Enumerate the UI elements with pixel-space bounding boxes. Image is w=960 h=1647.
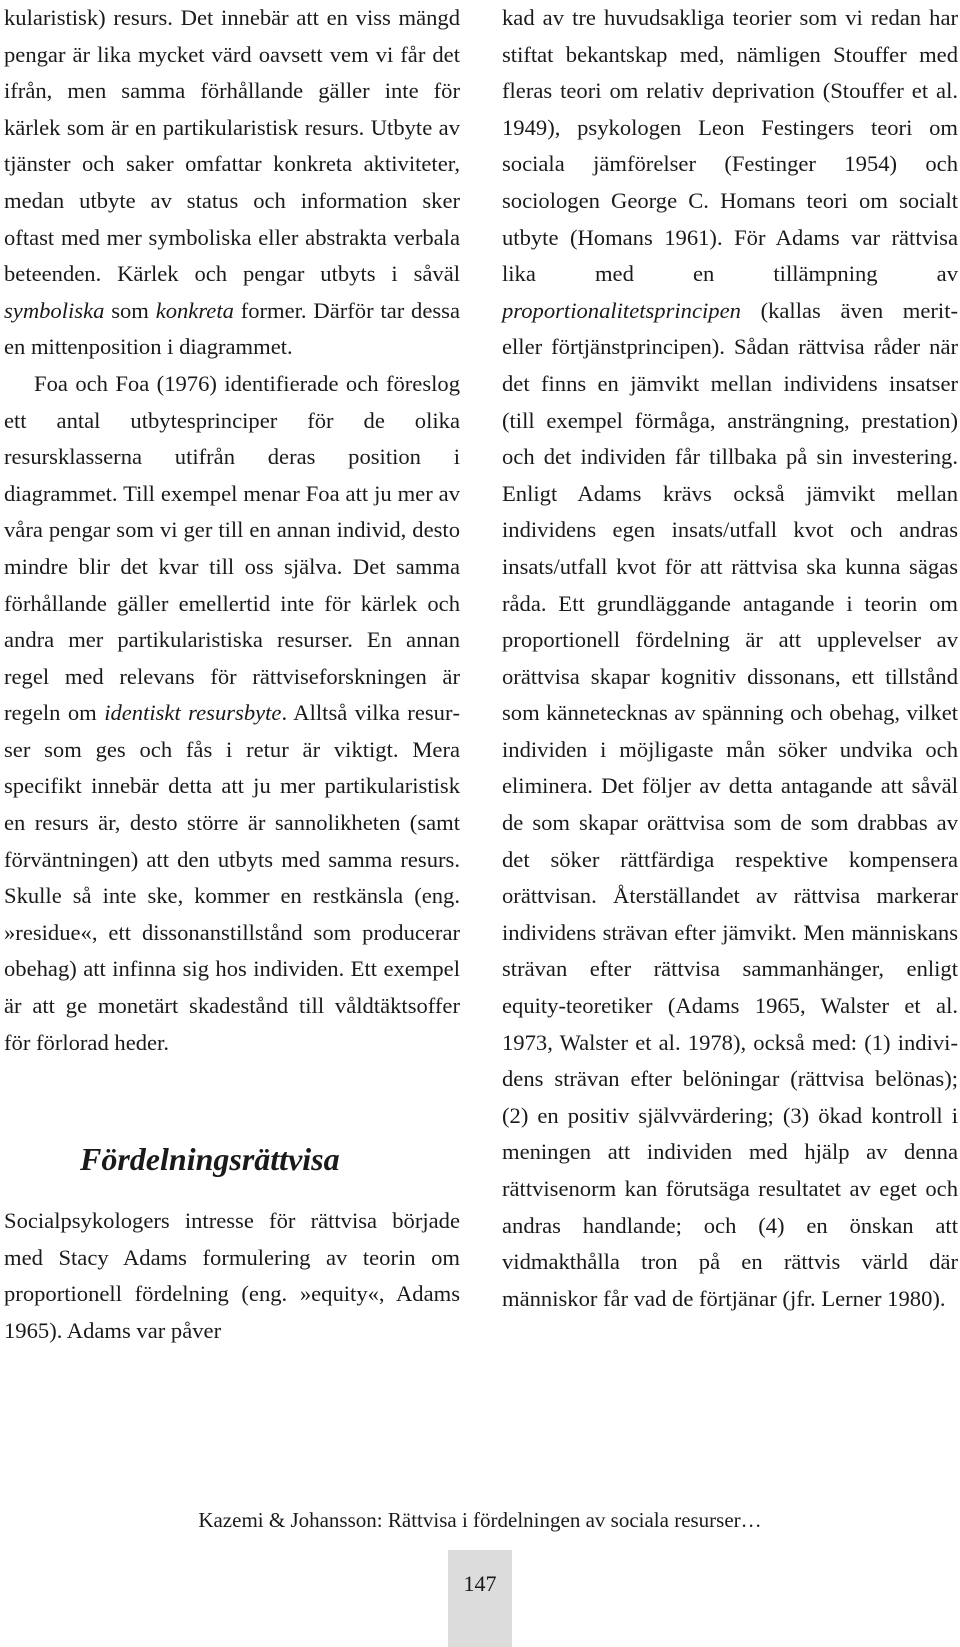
- body-paragraph: Socialpsykologers intresse för rättvisa började med Stacy Adams formulering av teorin om proportionell fördelning (eng. »equity«, Adams 1965). Adams var påver: [4, 1208, 460, 1343]
- emphasis-text: symboliska: [4, 297, 105, 323]
- left-column: [4, 0, 460, 1350]
- paragraph-text: Foa och Foa (1976) identifierade och föreslog ett antal utbytesprinciper för de olika resursklasserna utifrån deras position i diagrammet. Till exempel menar Foa att ju mer av våra pengar som vi ger till en annan individ, desto mindre blir det kvar till oss själva. Det samma förhållande gäller emellertid inte för kärlek och andra mer partikularistiska resurser. En annan regel med relevans för rättviseforskningen är regeln om: [4, 370, 460, 726]
- emphasis-text: konkreta: [155, 297, 234, 323]
- body-paragraph: [4, 0, 460, 366]
- emphasis-text: identiskt resursbyte: [104, 700, 282, 726]
- body-paragraph: [4, 366, 460, 1061]
- right-column: [502, 0, 958, 1317]
- page-number: [448, 1550, 512, 1647]
- paragraph-text: (kallas även merit- eller förtjänstprincipen). Sådan rättvisa råder när det finns en jämvikt mellan individens insatser (till exempel förmåga, ansträngning, prestation) och det individen får tillbaka på sin investering. Enligt Adams krävs också jämvikt mellan individens egen insats/utfall kvot och andras insats/utfall kvot för att rättvisa ska kunna sägas råda. Ett grundläggande antagande i teorin om proportionell fördelning är att upplevelser av orättvisa skapar kognitiv dissonans, ett tillstånd som kännetecknas av spänning och obehag, vilket individen i möjligaste mån söker undvika och eliminera. Det följer av detta antagande att såväl de som skapar orättvisa som de som drabbas av det söker rättfärdiga respektive kompensera orättvisan. Återställandet av rättvisa markerar individens strävan efter jämvikt. Men människans strävan efter rättvisa sammanhänger, enligt equity-teoretiker (Adams 1965, Walster et al. 1973, Walster et al. 1978), också med: (1) individens strävan efter belöningar (rättvisa belönas); (2) en positiv självvärdering; (3) ökad kontroll i meningen att individen med hjälp av denna rättvisenorm kan förutsäga resultatet av eget och andras handlande; och (4) en önskan att vidmakthålla tron på en rättvis värld där människor får vad de förtjänar (jfr. Lerner 1980).: [502, 297, 958, 1311]
- page-number-text: 147: [463, 1571, 497, 1596]
- paragraph-text: former. Därför tar dessa en mittenposition i diagrammet.: [4, 297, 460, 360]
- paragraph-text: som: [104, 297, 156, 323]
- paragraph-text: kularistisk) resurs. Det innebär att en viss mängd pengar är lika mycket värd oavsett vem vi får det ifrån, men samma förhållande gäller inte för kärlek som är en partikularistisk resurs. Utbyte av tjänster och saker omfattar konkreta aktiviteter, medan utbyte av status och information sker oftast med mer symboliska eller abstrakta verbala beteenden. Kärlek och pengar utbyts i såväl: [4, 5, 460, 287]
- section-heading: Fördelningsrättvisa: [80, 1141, 340, 1178]
- body-paragraph: [502, 0, 958, 1317]
- paragraph-text: . Alltså vilka resurser som ges och fås i retur är viktigt. Mera specifikt innebär detta att ju mer partikularistisk en resurs är, desto större är sannolikheten (samt förväntningen) att den utbyts med samma resurs. Skulle så inte ske, kommer en restkänsla (eng. »residue«, ett dissonanstillstånd som producerar obehag) att infinna sig hos individen. Ett exempel är att ge monetärt skadestånd till våldtäktsoffer för förlorad heder.: [4, 700, 460, 1055]
- emphasis-text: proportionalitetsprincipen: [502, 297, 741, 323]
- running-footer: Kazemi & Johansson: Rättvisa i fördelningen av sociala resurser…: [198, 1508, 762, 1532]
- paragraph-text: kad av tre huvudsakliga teorier som vi redan har stiftat bekantskap med, nämligen Stouffer med fleras teori om relativ deprivation (Stouffer et al. 1949), psykologen Leon Festingers teori om sociala jämförelser (Festinger 1954) och sociologen George C. Homans teori om socialt utbyte (Homans 1961). För Adams var rättvisa lika med en tillämpning av: [502, 5, 958, 287]
